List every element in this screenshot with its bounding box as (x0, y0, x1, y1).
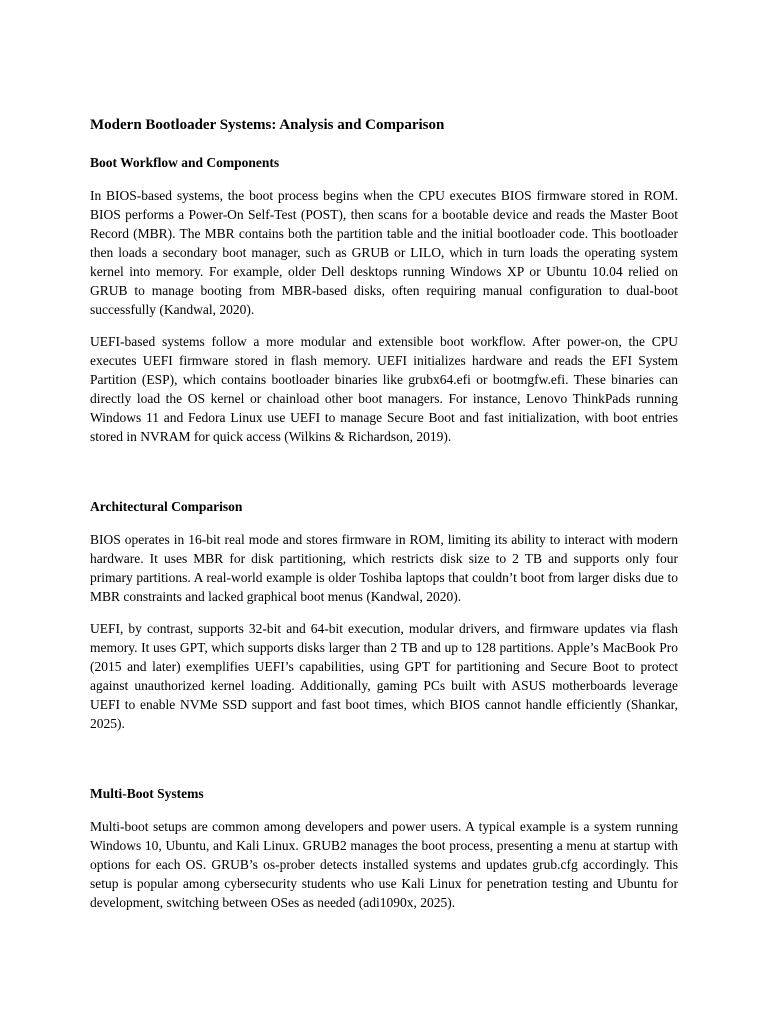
paragraph-uefi-boot: UEFI-based systems follow a more modular and extensible boot workflow. After power-on, the CPU executes UEFI firmware stored in flash memory. UEFI initializes hardware and reads the EFI System Partition (ESP), which contains bootloader binaries like grubx64.efi or bootmgfw.efi. These binaries can directly load the OS kernel or chainload other boot managers. For instance, Lenovo ThinkPads running Windows 11 and Fedora Linux use UEFI to manage Secure Boot and fast initialization, with boot entries stored in NVRAM for quick access (Wilkins & Richardson, 2019). (90, 334, 678, 444)
section-heading-boot-workflow: Boot Workflow and Components (90, 155, 280, 170)
paragraph-bios-boot: In BIOS-based systems, the boot process begins when the CPU executes BIOS firmware stored in ROM. BIOS performs a Power-On Self-Test (POST), then scans for a bootable device and reads the Master Boot Record (MBR). The MBR contains both the partition table and the initial bootloader code. This bootloader then loads a secondary boot manager, such as GRUB or LILO, which in turn loads the operating system kernel into memory. For example, older Dell desktops running Windows XP or Ubuntu 10.04 relied on GRUB to manage booting from MBR-based disks, often requiring manual configuration to dual-boot successfully (Kandwal, 2020). (90, 188, 678, 317)
section-heading-multi-boot: Multi-Boot Systems (90, 786, 204, 801)
section-heading-architectural-comparison: Architectural Comparison (90, 499, 243, 514)
document-body (90, 116, 678, 925)
section-spacer (90, 746, 678, 784)
paragraph-uefi-architecture: UEFI, by contrast, supports 32-bit and 64-bit execution, modular drivers, and firmware updates via flash memory. It uses GPT, which supports disks larger than 2 TB and up to 128 partitions. Apple’s MacBook Pro (2015 and later) exemplifies UEFI’s capabilities, using GPT for partitioning and Secure Boot to protect against unauthorized kernel loading. Additionally, gaming PCs built with ASUS motherboards leverage UEFI to enable NVMe SSD support and fast boot times, which BIOS cannot handle efficiently (Shankar, 2025). (90, 621, 678, 731)
paragraph-bios-architecture: BIOS operates in 16-bit real mode and stores firmware in ROM, limiting its ability to interact with modern hardware. It uses MBR for disk partitioning, which restricts disk size to 2 TB and supports only four primary partitions. A real-world example is older Toshiba laptops that couldn’t boot from larger disks due to MBR constraints and lacked graphical boot menus (Kandwal, 2020). (90, 532, 678, 604)
section-spacer (90, 459, 678, 497)
paragraph-multi-boot: Multi-boot setups are common among developers and power users. A typical example is a system running Windows 10, Ubuntu, and Kali Linux. GRUB2 manages the boot process, presenting a menu at startup with options for each OS. GRUB’s os-prober detects installed systems and updates grub.cfg accordingly. This setup is popular among cybersecurity students who use Kali Linux for penetration testing and Ubuntu for development, switching between OSes as needed (adi1090x, 2025). (90, 819, 678, 910)
document-title: Modern Bootloader Systems: Analysis and Comparison (90, 117, 445, 133)
